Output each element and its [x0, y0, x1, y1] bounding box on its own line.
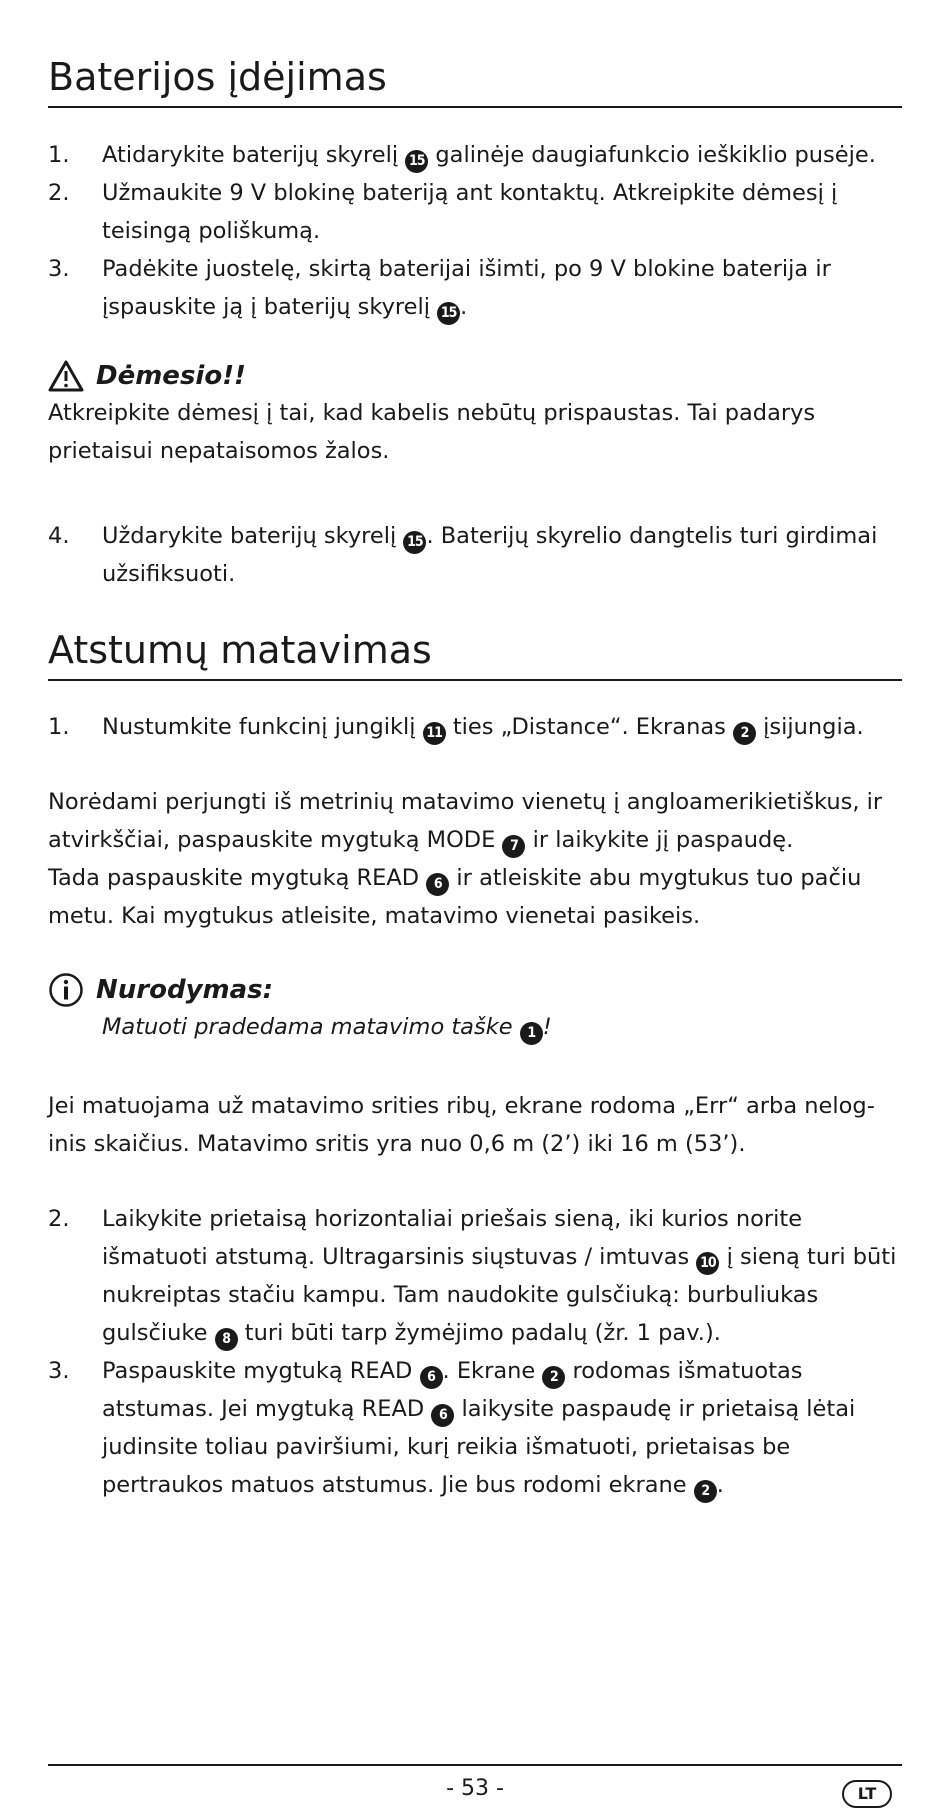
list-item: 3. Padėkite juostelę, skirtą baterijai išimti, po 9 V blokine baterija ir įspauskite ją į baterijų skyrelį 15 . [48, 250, 902, 326]
battery-steps-list [48, 136, 902, 326]
distance-step-1 [48, 708, 902, 746]
info-icon [48, 972, 84, 1008]
range-paragraph: Jei matuojama už matavimo srities ribų, ekrane rodoma „Err“ arba neloginis skaičius. Matavimo sritis yra nuo 0,6 m (2’) iki 16 m (53’). [48, 1093, 875, 1157]
warning-heading: Dėmesio!! [48, 360, 902, 392]
warning-triangle-icon [48, 360, 84, 392]
ref-number-icon: 2 [542, 1366, 565, 1389]
warning-text: Atkreipkite dėmesį į tai, kad kabelis nebūtų prispaustas. Tai padarys prietaisui nepataisomos žalos. [48, 400, 816, 464]
ref-number-icon: 6 [420, 1366, 443, 1389]
ref-number-icon: 15 [437, 302, 460, 325]
units-paragraph: Norėdami perjungti iš metrinių matavimo vienetų į angloamerikietiškus, ir atvirkščiai, paspauskite mygtuką MODE 7 ir laikykite jį paspaudę. Tada paspauskite mygtuką READ 6 ir atleiskite abu mygtukus tuo pačiu metu. Kai mygtukus atleisite, matavimo vienetai pasikeis. [48, 789, 883, 929]
list-item: 3. Paspauskite mygtuką READ 6 . Ekrane 2 rodomas išmatuotas atstumas. Jei mygtuką READ 6 laikysite paspaudę ir prietaisą lėtai judinsite toliau paviršiumi, kurį reikia išmatuoti, prietaisas be pertraukos matuos atstumus. Jie bus rodomi ekrane 2 . [48, 1352, 902, 1504]
list-item: 2. Laikykite prietaisą horizontaliai priešais sieną, iki kurios norite išmatuoti atstumą. Ultragarsinis siųstuvas / imtuvas 10 į sieną turi būti nukreiptas stačiu kampu. Tam naudokite gulsčiuką: burbuliukas gulsčiuke 8 turi būti tarp žymėjimo padalų (žr. 1 pav.). [48, 1200, 902, 1352]
ref-number-icon: 7 [502, 835, 525, 858]
ref-number-icon: 2 [733, 722, 756, 745]
note-text: Matuoti pradedama matavimo taške 1 ! [48, 1008, 902, 1046]
ref-number-icon: 8 [215, 1328, 238, 1351]
note-heading: Nurodymas: [48, 972, 902, 1008]
note-box [48, 972, 902, 1046]
footer-divider [48, 1764, 902, 1766]
list-item: 1. Nustumkite funkcinį jungiklį 11 ties „Distance“. Ekranas 2 įsijungia. [48, 708, 902, 746]
list-item: 4. Uždarykite baterijų skyrelį 15 . Baterijų skyrelio dangtelis turi girdimai užsifiksuoti. [48, 523, 878, 587]
ref-number-icon: 10 [696, 1252, 719, 1275]
ref-number-icon: 15 [403, 531, 426, 554]
section-title-battery: Baterijos įdėjimas [48, 52, 902, 108]
page-number: - 53 - [446, 1776, 504, 1801]
battery-step-4 [48, 517, 902, 593]
ref-number-icon: 6 [426, 873, 449, 896]
distance-steps-list [48, 1200, 902, 1504]
language-badge: LT [842, 1780, 892, 1808]
warning-box [48, 360, 902, 470]
section-title-distance: Atstumų matavimas [48, 625, 902, 681]
ref-number-icon: 1 [520, 1022, 543, 1045]
list-item: 1. Atidarykite baterijų skyrelį 15 galinėje daugiafunkcio ieškiklio pusėje. [48, 136, 902, 174]
ref-number-icon: 2 [694, 1480, 717, 1503]
ref-number-icon: 11 [423, 722, 446, 745]
list-item: 2. Užmaukite 9 V blokinę bateriją ant kontaktų. Atkreipkite dėmesį į teisingą poliškumą. [48, 180, 838, 244]
ref-number-icon: 6 [431, 1404, 454, 1427]
ref-number-icon: 15 [405, 150, 428, 173]
